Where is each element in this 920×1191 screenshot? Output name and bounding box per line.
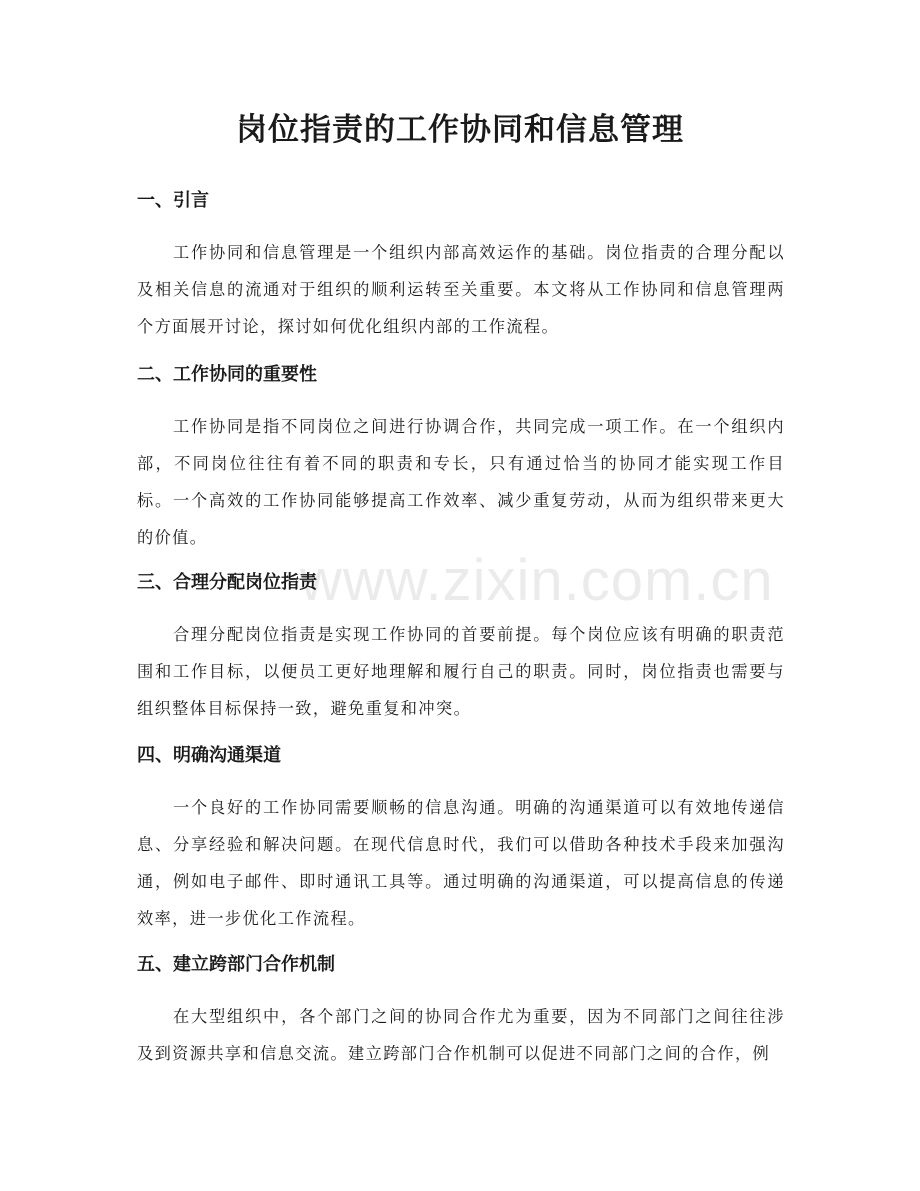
section-paragraph-collaboration-importance: 工作协同是指不同岗位之间进行协调合作，共同完成一项工作。在一个组织内部，不同岗位往往有着不同的职责和专长，只有通过恰当的协同才能实现工作目标。一个高效的工作协同能够提高工作效率、减少重复劳动，从而为组织带来更大的价值。 — [137, 417, 785, 547]
section-heading-communication-channels: 四、明确沟通渠道 — [137, 745, 281, 766]
document-title: 岗位指责的工作协同和信息管理 — [236, 112, 684, 148]
section-heading-cross-department: 五、建立跨部门合作机制 — [137, 954, 335, 975]
section-paragraph-communication-channels: 一个良好的工作协同需要顺畅的信息沟通。明确的沟通渠道可以有效地传递信息、分享经验和解决问题。在现代信息时代，我们可以借助各种技术手段来加强沟通，例如电子邮件、即时通讯工具等。通过明确的沟通渠道，可以提高信息的传递效率，进一步优化工作流程。 — [137, 798, 785, 928]
section-heading-collaboration-importance: 二、工作协同的重要性 — [137, 364, 317, 385]
section-paragraph-cross-department: 在大型组织中，各个部门之间的协同合作尤为重要，因为不同部门之间往往涉及到资源共享和信息交流。建立跨部门合作机制可以促进不同部门之间的合作，例 — [137, 1007, 785, 1063]
section-paragraph-introduction: 工作协同和信息管理是一个组织内部高效运作的基础。岗位指责的合理分配以及相关信息的流通对于组织的顺利运转至关重要。本文将从工作协同和信息管理两个方面展开讨论，探讨如何优化组织内部的工作流程。 — [137, 243, 785, 336]
watermark: www.zixin.com.cn — [300, 548, 774, 613]
section-paragraph-responsibility-allocation: 合理分配岗位指责是实现工作协同的首要前提。每个岗位应该有明确的职责范围和工作目标，以便员工更好地理解和履行自己的职责。同时，岗位指责也需要与组织整体目标保持一致，避免重复和冲突。 — [137, 625, 785, 718]
section-heading-responsibility-allocation: 三、合理分配岗位指责 — [137, 572, 317, 593]
section-heading-introduction: 一、引言 — [137, 190, 209, 211]
